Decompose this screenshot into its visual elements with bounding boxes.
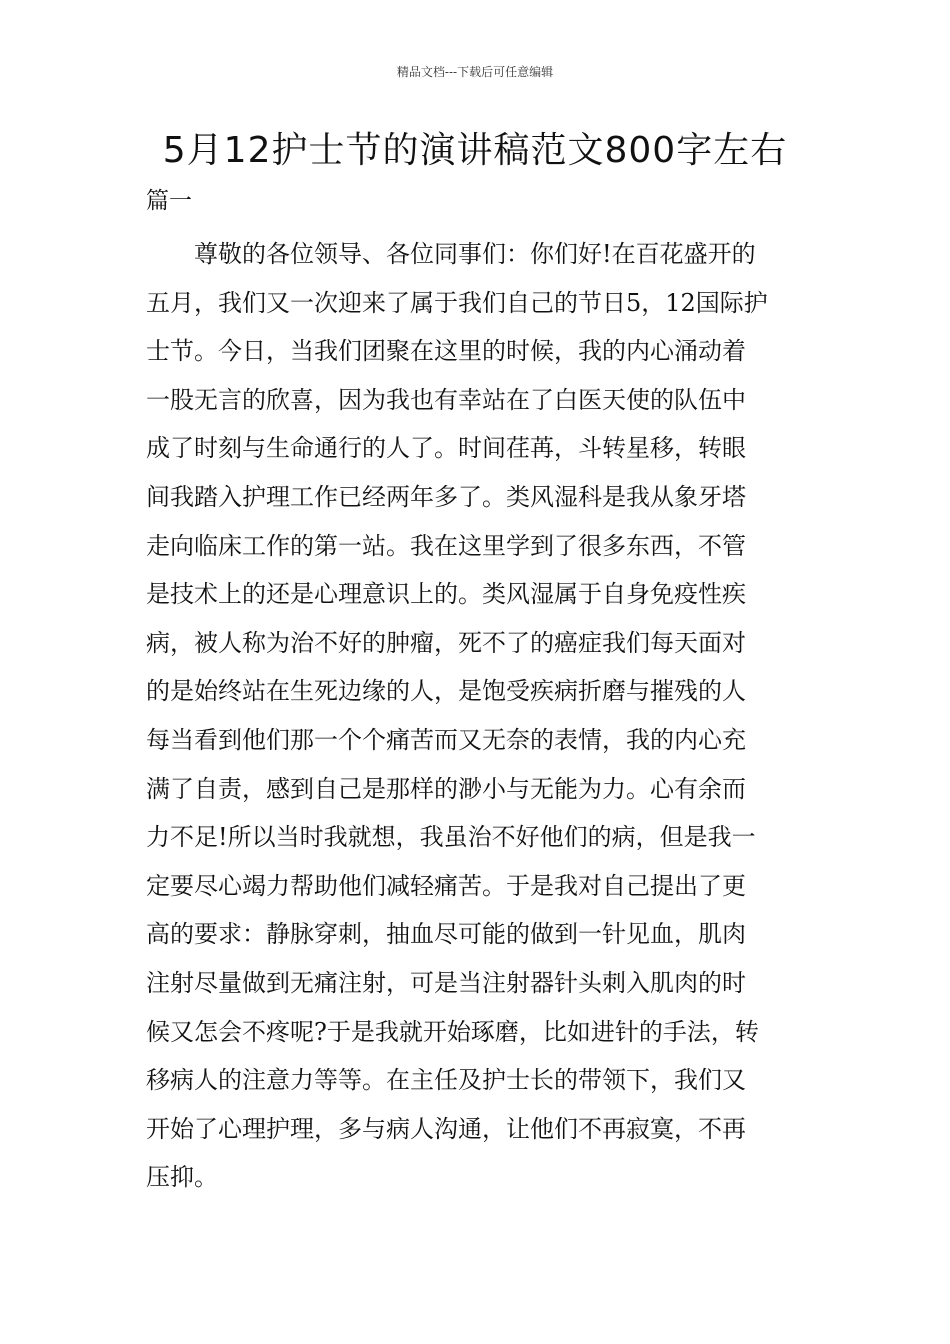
body-line: 一股无言的欣喜，因为我也有幸站在了白医天使的队伍中	[146, 385, 746, 414]
body-line: 间我踏入护理工作已经两年多了。类风湿科是我从象牙塔	[146, 482, 746, 511]
body-line: 五月，我们又一次迎来了属于我们自己的节日5，12国际护	[146, 288, 768, 317]
body-line: 走向临床工作的第一站。我在这里学到了很多东西，不管	[146, 531, 746, 560]
body-line: 压抑。	[146, 1163, 218, 1192]
body-line: 候又怎会不疼呢?于是我就开始琢磨，比如进针的手法，转	[146, 1017, 759, 1046]
body-line: 士节。今日，当我们团聚在这里的时候，我的内心涌动着	[146, 337, 746, 366]
body-line: 满了自责，感到自己是那样的渺小与无能为力。心有余而	[146, 774, 746, 803]
body-line: 成了时刻与生命通行的人了。时间荏苒，斗转星移，转眼	[146, 434, 746, 463]
body-line: 定要尽心竭力帮助他们减轻痛苦。于是我对自己提出了更	[146, 871, 746, 900]
body-paragraph	[146, 230, 806, 1202]
body-line: 病，被人称为治不好的肿瘤，死不了的癌症我们每天面对	[146, 628, 746, 657]
body-line: 尊敬的各位领导、各位同事们：你们好!在百花盛开的	[146, 240, 756, 268]
document-title: 5月12护士节的演讲稿范文800字左右	[162, 130, 788, 171]
body-line: 移病人的注意力等等。在主任及护士长的带领下，我们又	[146, 1066, 746, 1095]
body-line: 高的要求：静脉穿刺，抽血尽可能的做到一针见血，肌肉	[146, 920, 746, 949]
header-note: 精品文档---下载后可任意编辑	[396, 65, 554, 79]
body-line: 是技术上的还是心理意识上的。类风湿属于自身免疫性疾	[146, 580, 746, 609]
body-line: 开始了心理护理，多与病人沟通，让他们不再寂寞，不再	[146, 1114, 746, 1143]
body-line: 注射尽量做到无痛注射，可是当注射器针头刺入肌肉的时	[146, 968, 746, 997]
body-line: 每当看到他们那一个个痛苦而又无奈的表情，我的内心充	[146, 725, 746, 754]
body-line: 力不足!所以当时我就想，我虽治不好他们的病，但是我一	[146, 823, 756, 852]
section-label: 篇一	[146, 188, 192, 214]
body-line: 的是始终站在生死边缘的人，是饱受疾病折磨与摧残的人	[146, 677, 746, 706]
